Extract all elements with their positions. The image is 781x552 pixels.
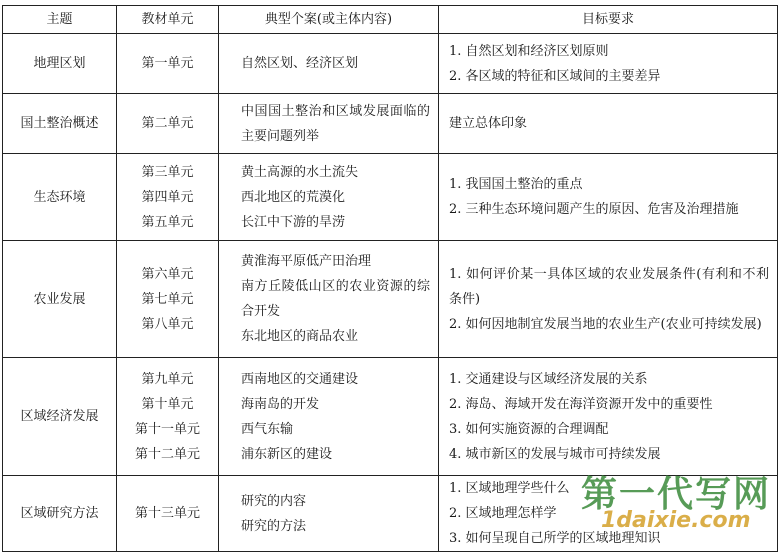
topic-cell: 区域研究方法 <box>3 476 117 552</box>
goal-cell <box>439 154 778 241</box>
unit-label: 第二单元 <box>141 116 194 131</box>
watermark-logo <box>581 466 771 544</box>
unit-cell <box>117 94 219 154</box>
case-item: 南方丘陵低山区的农业资源的综合开发 <box>241 279 430 319</box>
header-row <box>3 6 778 34</box>
case-item: 东北地区的商品农业 <box>241 329 359 344</box>
unit-label: 第十二单元 <box>134 446 200 462</box>
unit-label: 第十一单元 <box>134 421 200 437</box>
case-item: 西南地区的交通建设 <box>241 371 359 387</box>
unit-label: 第五单元 <box>141 214 194 230</box>
case-item: 黄淮海平原低产田治理 <box>241 254 372 269</box>
case-item: 中国国土整治和区域发展面临的主要问题列举 <box>241 103 430 144</box>
unit-cell <box>117 358 219 476</box>
unit-label: 第十三单元 <box>134 506 200 521</box>
case-cell <box>219 241 439 358</box>
topic-cell: 农业发展 <box>3 241 117 358</box>
header-cases: 典型个案(或主体内容) <box>219 6 439 34</box>
header-unit: 教材单元 <box>117 6 219 34</box>
case-item: 浦东新区的建设 <box>241 446 333 462</box>
unit-label: 第八单元 <box>141 316 194 332</box>
table-row <box>3 94 778 154</box>
case-cell <box>219 476 439 552</box>
goal-item: 建立总体印象 <box>449 116 528 131</box>
goal-cell <box>439 241 778 358</box>
topic-cell: 生态环境 <box>3 154 117 241</box>
goal-cell <box>439 94 778 154</box>
unit-label: 第十单元 <box>141 396 194 412</box>
goal-cell <box>439 358 778 476</box>
unit-label: 第一单元 <box>141 56 194 71</box>
topic-cell: 地理区划 <box>3 34 117 94</box>
goal-item: 1. 自然区划和经济区划原则 <box>449 43 609 59</box>
topic-cell: 区域经济发展 <box>3 358 117 476</box>
case-cell <box>219 34 439 94</box>
case-item: 研究的内容 <box>241 493 307 509</box>
header-topic: 主题 <box>3 6 117 34</box>
goal-item: 3. 如何实施资源的合理调配 <box>449 421 609 437</box>
case-item: 海南岛的开发 <box>241 396 320 412</box>
topic-cell: 国土整治概述 <box>3 94 117 154</box>
unit-label: 第四单元 <box>141 189 194 205</box>
case-cell <box>219 358 439 476</box>
goal-item: 4. 城市新区的发展与城市可持续发展 <box>449 446 661 462</box>
unit-cell <box>117 34 219 94</box>
unit-cell <box>117 241 219 358</box>
unit-label: 第三单元 <box>141 164 194 180</box>
case-item: 长江中下游的旱涝 <box>241 214 346 230</box>
goal-item: 1. 交通建设与区域经济发展的关系 <box>449 371 648 387</box>
goal-item: 1. 区域地理学些什么 <box>449 481 570 496</box>
table-row <box>3 34 778 94</box>
goal-item: 2. 各区域的特征和区域间的主要差异 <box>449 68 661 84</box>
goal-item: 2. 如何因地制宜发展当地的农业生产(农业可持续发展) <box>449 316 762 332</box>
table-row <box>3 154 778 241</box>
unit-label: 第六单元 <box>141 266 194 282</box>
goal-cell <box>439 34 778 94</box>
goal-item: 2. 区域地理怎样学 <box>449 506 557 521</box>
watermark-url: 1daixie.com <box>601 508 751 533</box>
watermark-text: 第一代写网 <box>581 473 772 515</box>
case-item: 自然区划、经济区划 <box>241 56 359 71</box>
table-row <box>3 358 778 476</box>
unit-label: 第九单元 <box>141 371 194 387</box>
unit-cell <box>117 154 219 241</box>
goal-item: 1. 如何评价某一具体区域的农业发展条件(有利和不利条件) <box>449 266 769 307</box>
unit-cell <box>117 476 219 552</box>
case-cell <box>219 94 439 154</box>
goal-item: 2. 三种生态环境问题产生的原因、危害及治理措施 <box>449 202 739 217</box>
header-goals: 目标要求 <box>439 6 778 34</box>
goal-item: 3. 如何呈现自己所学的区域地理知识 <box>449 531 661 546</box>
case-item: 西北地区的荒漠化 <box>241 189 346 205</box>
case-item: 黄土高源的水土流失 <box>241 164 359 180</box>
goal-item: 1. 我国国土整治的重点 <box>449 177 583 192</box>
unit-label: 第七单元 <box>141 291 194 307</box>
table-row <box>3 241 778 358</box>
case-item: 西气东输 <box>241 421 294 437</box>
goal-item: 2. 海岛、海域开发在海洋资源开发中的重要性 <box>449 396 713 412</box>
case-item: 研究的方法 <box>241 518 307 534</box>
case-cell <box>219 154 439 241</box>
